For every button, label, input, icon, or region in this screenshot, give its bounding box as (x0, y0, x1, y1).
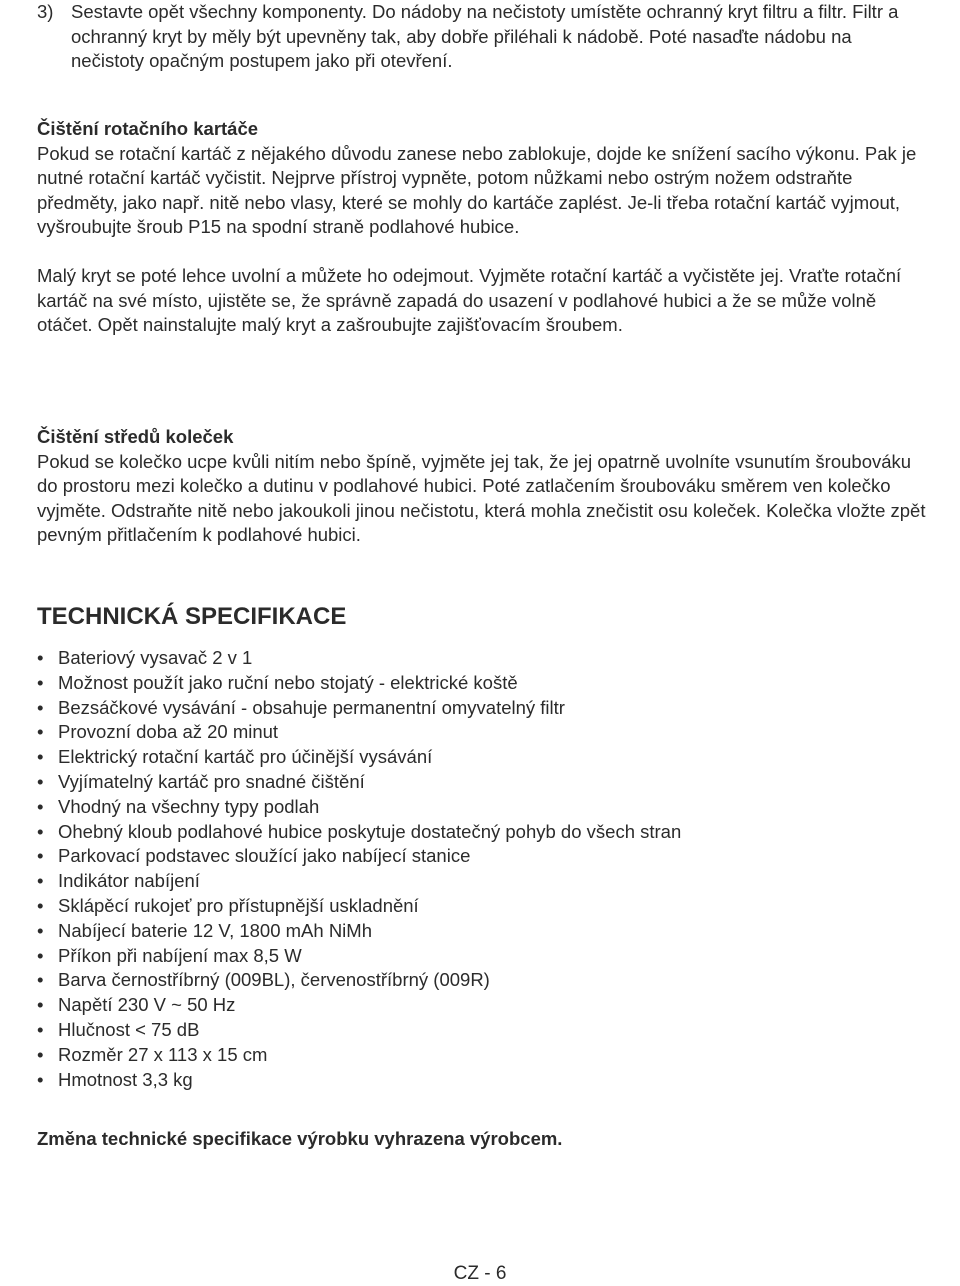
spec-item-text: Nabíjecí baterie 12 V, 1800 mAh NiMh (58, 919, 372, 941)
bullet-icon: • (37, 721, 44, 743)
spec-item (37, 919, 681, 944)
spec-list (37, 646, 681, 1092)
spec-item-text: Hlučnost < 75 dB (58, 1018, 200, 1040)
spec-item (37, 1018, 681, 1043)
section-wheel-cleaning (37, 425, 927, 548)
step-number: 3) (37, 1, 54, 22)
spec-title: TECHNICKÁ SPECIFIKACE (37, 603, 347, 630)
spec-item (37, 671, 681, 696)
spec-item (37, 944, 681, 969)
spec-item-text: Provozní doba až 20 minut (58, 721, 279, 743)
bullet-icon: • (37, 770, 44, 792)
spec-item-text: Možnost použít jako ruční nebo stojatý - elektrické koště (58, 671, 518, 693)
spec-item-text: Rozměr 27 x 113 x 15 cm (58, 1043, 268, 1065)
bullet-icon: • (37, 795, 44, 817)
spec-item (37, 869, 681, 894)
spec-item-text: Ohebný kloub podlahové hubice poskytuje dostatečný pohyb do všech stran (58, 820, 682, 842)
spec-item-text: Bezsáčkové vysávání - obsahuje permanentní omyvatelný filtr (58, 696, 565, 718)
bullet-icon: • (37, 746, 44, 768)
bullet-icon: • (37, 944, 44, 966)
bullet-icon: • (37, 1043, 44, 1065)
bullet-icon: • (37, 820, 44, 842)
brush-paragraph-2: Malý kryt se poté lehce uvolní a můžete ho odejmout. Vyjměte rotační kartáč a vyčistěte jej. Vraťte rotační kartáč na své místo, ujistěte se, že správně zapadá do usazení v podlahové hubici a že se může volně otáčet. Opět nainstalujte malý kryt a zašroubujte zajišťovacím šroubem. (37, 265, 902, 335)
bullet-icon: • (37, 845, 44, 867)
bullet-icon: • (37, 1068, 44, 1090)
spec-item (37, 720, 681, 745)
section-heading-brush: Čištění rotačního kartáče (37, 118, 259, 139)
bullet-icon: • (37, 647, 44, 668)
spec-item-text: Sklápěcí rukojeť pro přístupnější uskladnění (58, 894, 419, 916)
section-brush-cleaning (37, 117, 927, 338)
section-heading-wheels: Čištění středů koleček (37, 426, 234, 447)
spec-item (37, 993, 681, 1018)
spec-item (37, 1068, 681, 1093)
spec-item-text: Vhodný na všechny typy podlah (58, 795, 320, 817)
spec-item-text: Parkovací podstavec sloužící jako nabíjecí stanice (58, 845, 471, 867)
spec-item (37, 696, 681, 721)
bullet-icon: • (37, 894, 44, 916)
spec-item-text: Indikátor nabíjení (58, 870, 200, 892)
spec-item (37, 770, 681, 795)
spec-item-text: Vyjímatelný kartáč pro snadné čištění (58, 770, 365, 792)
spec-item (37, 844, 681, 869)
bullet-icon: • (37, 870, 44, 892)
bullet-icon: • (37, 671, 44, 693)
spec-item-text: Napětí 230 V ~ 50 Hz (58, 994, 236, 1016)
spec-item (37, 820, 681, 845)
step-text: Sestavte opět všechny komponenty. Do nádoby na nečistoty umístěte ochranný kryt filtru a filtr. Filtr a ochranný kryt by měly být upevněny tak, aby dobře přiléhali k nádobě. Poté nasaďte nádobu na nečistoty opačným postupem jako při otevření. (71, 1, 899, 71)
bullet-icon: • (37, 969, 44, 991)
spec-item-text: Bateriový vysavač 2 v 1 (58, 647, 253, 668)
spec-item (37, 795, 681, 820)
spec-item (37, 894, 681, 919)
spec-item-text: Příkon při nabíjení max 8,5 W (58, 944, 302, 966)
bullet-icon: • (37, 696, 44, 718)
brush-paragraph-1: Pokud se rotační kartáč z nějakého důvodu zanese nebo zablokuje, dojde ke snížení sacího výkonu. Pak je nutné rotační kartáč vyčistit. Nejprve přístroj vypněte, potom nůžkami nebo ostrým nožem odstraňte předměty, jako např. nitě nebo vlasy, které se mohly do kartáče zaplést. Je-li třeba rotační kartáč vyjmout, vyšroubujte šroub P15 na spodní straně podlahové hubice. (37, 142, 917, 237)
spec-item (37, 1043, 681, 1068)
spec-item-text: Hmotnost 3,3 kg (58, 1068, 193, 1090)
wheels-paragraph: Pokud se kolečko ucpe kvůli nitím nebo špíně, vyjměte jej tak, že jej opatrně uvolníte vsunutím šroubováku do prostoru mezi kolečko a dutinu v podlahové hubici. Poté zatlačením šroubováku směrem ven kolečko vyjměte. Odstraňte nitě nebo jakoukoli jinou nečistotu, která mohla znečistit osu koleček. Kolečka vložte zpět pevným přitlačením k podlahové hubici. (37, 450, 926, 545)
spec-notice: Změna technické specifikace výrobku vyhrazena výrobcem. (37, 1128, 563, 1149)
bullet-icon: • (37, 994, 44, 1016)
bullet-icon: • (37, 919, 44, 941)
spec-item (37, 646, 681, 671)
spec-item (37, 745, 681, 770)
page-number: CZ - 6 (453, 1263, 507, 1284)
bullet-icon: • (37, 1018, 44, 1040)
step-3 (37, 0, 927, 74)
spec-item (37, 968, 681, 993)
spec-item-text: Barva černostříbrný (009BL), červenostříbrný (009R) (58, 969, 490, 991)
spec-item-text: Elektrický rotační kartáč pro účinější vysávání (58, 746, 433, 768)
